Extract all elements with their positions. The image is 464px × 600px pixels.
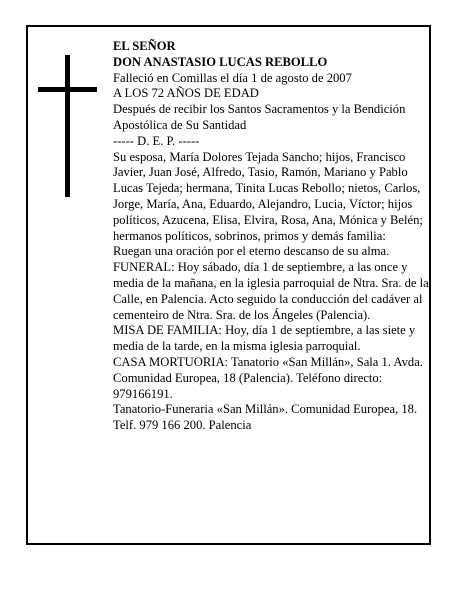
family-paragraph: Su esposa, María Dolores Tejada Sancho; hijos, Francisco Javier, Juan José, Alfredo, Tasio, Ramón, Mariano y Pablo Lucas Tejeda; hermana, Tinita Lucas Rebollo; nietos, Carlos, Jorge, María, Ana, Eduardo, Alejandro, Lucia, Víctor; hijos políticos, Azucena, Elisa, Elvira, Rosa, Ana, Mónica y Belén; hermanos políticos, sobrinos, primos y demás familia: [113, 149, 423, 243]
deceased-name: DON ANASTASIO LUCAS REBOLLO [113, 54, 328, 69]
prayer-line: Ruegan una oración por el eterno descanso de su alma. [113, 244, 390, 259]
cross-icon-bar [38, 87, 97, 92]
cross-icon [65, 55, 70, 197]
mortuary-paragraph: CASA MORTUORIA: Tanatorio «San Millán», Sala 1. Avda. Comunidad Europea, 18 (Palencia). Teléfono directo: 979166191. [113, 354, 423, 401]
mass-paragraph: MISA DE FAMILIA: Hoy, día 1 de septiembre, a las siete y media de la tarde, en la misma iglesia parroquial. [113, 323, 416, 354]
sacraments-line: Después de recibir los Santos Sacramentos y la Bendición Apostólica de Su Santidad [113, 102, 406, 132]
funeral-paragraph: FUNERAL: Hoy sábado, día 1 de septiembre, a las once y media de la mañana, en la iglesia parroquial de Ntra. Sra. de la Calle, en Palencia. Acto seguido la conducción del cadáver al cementeiro de Ntra. Sra. de los Ángeles (Palencia). [113, 260, 429, 322]
obituary-text [113, 39, 433, 434]
dep-line: ----- D. E. P. ----- [113, 133, 200, 148]
age-line: A LOS 72 AÑOS DE EDAD [113, 86, 259, 101]
heading-title: EL SEÑOR [113, 39, 176, 53]
funeral-home-paragraph: Tanatorio-Funeraria «San Millán». Comunidad Europea, 18. Telf. 979 166 200. Palencia [113, 402, 418, 433]
death-line: Falleció en Comillas el día 1 de agosto de 2007 [113, 70, 352, 85]
